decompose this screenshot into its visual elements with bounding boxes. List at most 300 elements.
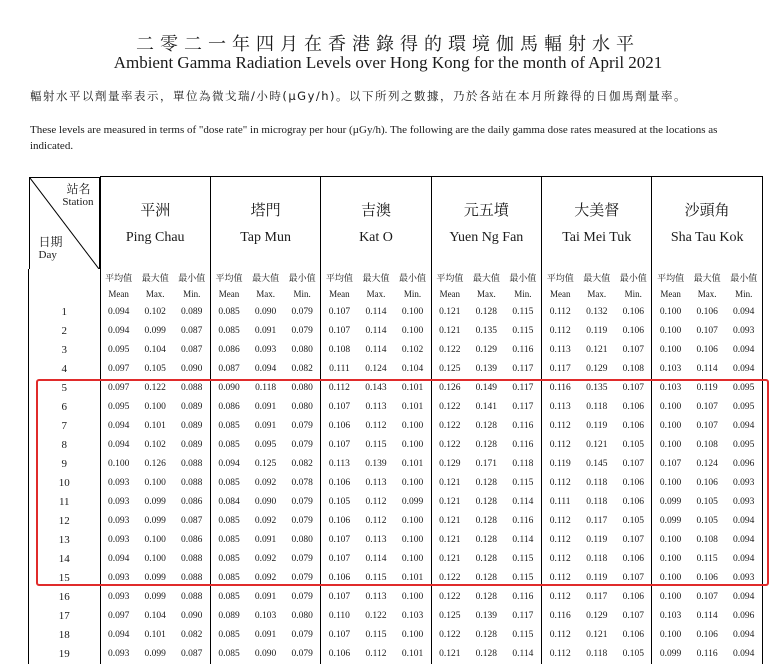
value-cell: 0.113 — [542, 341, 579, 360]
value-cell: 0.145 — [586, 459, 608, 469]
value-cell: 0.119 — [696, 383, 718, 393]
value-cell: 0.099 — [144, 516, 166, 526]
value-cell: 0.122 — [431, 398, 468, 417]
value-cell: 0.093 — [254, 345, 277, 355]
station-header-ping-chau — [100, 177, 210, 269]
value-cell: 0.094 — [726, 626, 763, 645]
value-cell: 0.106 — [615, 417, 652, 436]
value-cell: 0.079 — [284, 550, 321, 569]
day-cell: 11 — [29, 493, 101, 512]
value-cell: 0.129 — [586, 364, 608, 374]
station-header-tap-mun — [210, 177, 320, 269]
value-cell: 0.090 — [174, 360, 211, 379]
value-cell: 0.117 — [586, 592, 608, 602]
value-cell: 0.094 — [210, 455, 247, 474]
value-cell: 0.107 — [615, 455, 652, 474]
stat-label-zh: 最小值 — [505, 269, 542, 286]
stat-label-en: Max. — [587, 289, 607, 299]
value-cell: 0.112 — [542, 322, 579, 341]
value-cell: 0.095 — [100, 341, 137, 360]
value-cell: 0.129 — [586, 611, 608, 621]
value-cell: 0.094 — [100, 626, 137, 645]
value-cell: 0.116 — [505, 512, 542, 531]
value-cell: 0.149 — [475, 383, 498, 393]
value-cell: 0.080 — [284, 341, 321, 360]
value-cell: 0.124 — [696, 459, 718, 469]
value-cell: 0.111 — [542, 493, 579, 512]
station-header-yuen-ng-fan — [431, 177, 541, 269]
value-cell: 0.097 — [100, 607, 137, 626]
value-cell: 0.107 — [696, 326, 718, 336]
day-cell: 17 — [29, 607, 101, 626]
value-cell: 0.087 — [174, 645, 211, 664]
value-cell: 0.114 — [365, 554, 387, 564]
value-cell: 0.078 — [284, 474, 321, 493]
station-name-en: Kat O — [359, 230, 393, 246]
value-cell: 0.107 — [696, 421, 718, 431]
value-cell: 0.106 — [321, 417, 358, 436]
value-cell: 0.107 — [321, 398, 358, 417]
value-cell: 0.128 — [475, 535, 498, 545]
value-cell: 0.079 — [284, 417, 321, 436]
stat-label-zh: 最小值 — [394, 269, 431, 286]
value-cell: 0.108 — [321, 341, 358, 360]
value-cell: 0.121 — [431, 474, 468, 493]
value-cell: 0.106 — [615, 303, 652, 322]
value-cell: 0.091 — [254, 630, 277, 640]
value-cell: 0.091 — [254, 592, 277, 602]
value-cell: 0.112 — [542, 531, 579, 550]
stat-label-en: Mean — [100, 286, 137, 303]
value-cell: 0.104 — [144, 345, 166, 355]
value-cell: 0.121 — [586, 345, 608, 355]
value-cell: 0.088 — [174, 474, 211, 493]
corner-day-en: Day — [38, 248, 57, 261]
value-cell: 0.112 — [365, 516, 387, 526]
value-cell: 0.125 — [431, 607, 468, 626]
value-cell: 0.119 — [586, 535, 608, 545]
value-cell: 0.089 — [210, 607, 247, 626]
value-cell: 0.110 — [321, 607, 358, 626]
value-cell: 0.102 — [144, 440, 166, 450]
stat-label-zh: 平均值 — [100, 269, 137, 286]
station-name-zh: 平洲 — [140, 201, 171, 220]
stat-label-zh: 平均值 — [210, 269, 247, 286]
value-cell: 0.100 — [652, 417, 689, 436]
value-cell: 0.112 — [542, 645, 579, 664]
value-cell: 0.090 — [254, 649, 277, 659]
station-name-zh: 吉澳 — [360, 201, 391, 220]
value-cell: 0.091 — [254, 402, 277, 412]
value-cell: 0.121 — [431, 550, 468, 569]
day-cell: 19 — [29, 645, 101, 664]
value-cell: 0.093 — [100, 512, 137, 531]
value-cell: 0.107 — [321, 626, 358, 645]
value-cell: 0.093 — [100, 474, 137, 493]
value-cell: 0.089 — [174, 436, 211, 455]
value-cell: 0.114 — [696, 364, 718, 374]
value-cell: 0.107 — [615, 607, 652, 626]
stat-label-zh: 平均值 — [431, 269, 468, 286]
value-cell: 0.116 — [505, 436, 542, 455]
value-cell: 0.122 — [144, 383, 166, 393]
day-cell: 7 — [29, 417, 101, 436]
value-cell: 0.121 — [586, 440, 608, 450]
value-cell: 0.100 — [394, 322, 431, 341]
stat-label-zh: 最大值 — [693, 273, 721, 284]
value-cell: 0.129 — [431, 455, 468, 474]
value-cell: 0.116 — [696, 649, 718, 659]
stat-label-zh: 平均值 — [652, 269, 689, 286]
value-cell: 0.113 — [365, 535, 387, 545]
value-cell: 0.100 — [394, 588, 431, 607]
value-cell: 0.112 — [365, 421, 387, 431]
day-cell: 18 — [29, 626, 101, 645]
value-cell: 0.122 — [431, 436, 468, 455]
value-cell: 0.107 — [615, 531, 652, 550]
stat-label-en: Max. — [697, 289, 717, 299]
value-cell: 0.099 — [144, 497, 166, 507]
value-cell: 0.094 — [726, 550, 763, 569]
value-cell: 0.128 — [475, 573, 498, 583]
value-cell: 0.085 — [210, 436, 247, 455]
stat-label-en-row — [29, 286, 763, 303]
value-cell: 0.085 — [210, 512, 247, 531]
station-name-en: Yuen Ng Fan — [449, 230, 524, 246]
value-cell: 0.097 — [100, 379, 137, 398]
value-cell: 0.107 — [321, 531, 358, 550]
value-cell: 0.094 — [100, 322, 137, 341]
value-cell: 0.094 — [726, 512, 763, 531]
title-english: Ambient Gamma Radiation Levels over Hong Kong for the month of April 2021 — [113, 53, 663, 72]
value-cell: 0.095 — [100, 398, 137, 417]
value-cell: 0.118 — [586, 478, 608, 488]
value-cell: 0.100 — [652, 569, 689, 588]
value-cell: 0.112 — [542, 436, 579, 455]
station-name-zh: 元五墳 — [463, 201, 509, 220]
value-cell: 0.085 — [210, 569, 247, 588]
value-cell: 0.113 — [365, 478, 387, 488]
stat-label-en: Max. — [366, 289, 386, 299]
value-cell: 0.106 — [615, 474, 652, 493]
value-cell: 0.171 — [475, 459, 498, 469]
value-cell: 0.121 — [431, 493, 468, 512]
value-cell: 0.106 — [696, 573, 718, 583]
value-cell: 0.122 — [431, 569, 468, 588]
value-cell: 0.099 — [144, 649, 166, 659]
table-row — [29, 645, 763, 664]
value-cell: 0.094 — [100, 417, 137, 436]
value-cell: 0.141 — [475, 402, 498, 412]
value-cell: 0.087 — [210, 360, 247, 379]
value-cell: 0.103 — [652, 360, 689, 379]
value-cell: 0.085 — [210, 474, 247, 493]
value-cell: 0.121 — [431, 303, 468, 322]
value-cell: 0.100 — [652, 474, 689, 493]
value-cell: 0.099 — [652, 645, 689, 664]
value-cell: 0.100 — [652, 303, 689, 322]
value-cell: 0.101 — [394, 398, 431, 417]
station-header-tai-mei-tuk — [542, 177, 652, 269]
value-cell: 0.112 — [542, 569, 579, 588]
station-header-sha-tau-kok — [652, 177, 762, 269]
value-cell: 0.106 — [615, 588, 652, 607]
value-cell: 0.122 — [431, 626, 468, 645]
stat-label-zh-row — [29, 269, 763, 286]
value-cell: 0.107 — [696, 592, 718, 602]
value-cell: 0.108 — [696, 535, 718, 545]
stat-label-zh: 最小值 — [174, 269, 211, 286]
value-cell: 0.095 — [726, 379, 763, 398]
value-cell: 0.117 — [505, 379, 542, 398]
value-cell: 0.085 — [210, 626, 247, 645]
table-row — [29, 341, 763, 360]
value-cell: 0.086 — [210, 341, 247, 360]
table-row — [29, 322, 763, 341]
value-cell: 0.106 — [321, 645, 358, 664]
value-cell: 0.094 — [254, 364, 277, 374]
value-cell: 0.100 — [144, 402, 166, 412]
stat-label-en: Min. — [726, 286, 763, 303]
value-cell: 0.114 — [505, 493, 542, 512]
day-cell: 14 — [29, 550, 101, 569]
value-cell: 0.087 — [174, 512, 211, 531]
value-cell: 0.106 — [696, 630, 718, 640]
value-cell: 0.085 — [210, 417, 247, 436]
value-cell: 0.124 — [365, 364, 387, 374]
value-cell: 0.113 — [321, 455, 358, 474]
value-cell: 0.128 — [475, 649, 498, 659]
value-cell: 0.094 — [726, 645, 763, 664]
value-cell: 0.099 — [144, 573, 166, 583]
value-cell: 0.079 — [284, 569, 321, 588]
value-cell: 0.128 — [475, 307, 498, 317]
stat-label-en: Mean — [210, 286, 247, 303]
value-cell: 0.107 — [321, 550, 358, 569]
highlight-box-days-5-15 — [36, 379, 769, 586]
value-cell: 0.080 — [284, 531, 321, 550]
value-cell: 0.116 — [505, 588, 542, 607]
value-cell: 0.106 — [696, 478, 718, 488]
value-cell: 0.107 — [652, 455, 689, 474]
stat-label-en: Min. — [505, 286, 542, 303]
stat-label-en: Min. — [284, 286, 321, 303]
value-cell: 0.112 — [542, 550, 579, 569]
stat-label-zh: 最大值 — [472, 273, 500, 284]
value-cell: 0.114 — [365, 307, 387, 317]
value-cell: 0.122 — [431, 341, 468, 360]
value-cell: 0.095 — [726, 398, 763, 417]
value-cell: 0.106 — [615, 493, 652, 512]
value-cell: 0.115 — [505, 322, 542, 341]
value-cell: 0.114 — [505, 531, 542, 550]
value-cell: 0.088 — [174, 455, 211, 474]
value-cell: 0.115 — [365, 440, 387, 450]
value-cell: 0.106 — [321, 474, 358, 493]
station-name-zh: 塔門 — [250, 201, 281, 220]
day-cell: 8 — [29, 436, 101, 455]
day-cell: 5 — [29, 379, 101, 398]
day-cell: 15 — [29, 569, 101, 588]
value-cell: 0.085 — [210, 303, 247, 322]
value-cell: 0.112 — [542, 512, 579, 531]
value-cell: 0.085 — [210, 645, 247, 664]
stat-label-en: Max. — [256, 289, 275, 299]
value-cell: 0.112 — [542, 474, 579, 493]
value-cell: 0.121 — [431, 322, 468, 341]
stat-label-zh: 最小值 — [615, 269, 652, 286]
value-cell: 0.100 — [394, 531, 431, 550]
value-cell: 0.094 — [726, 417, 763, 436]
value-cell: 0.113 — [542, 398, 579, 417]
stat-label-zh: 最小值 — [726, 269, 763, 286]
value-cell: 0.100 — [144, 554, 166, 564]
table-row — [29, 588, 763, 607]
value-cell: 0.100 — [144, 478, 166, 488]
value-cell: 0.099 — [144, 592, 166, 602]
value-cell: 0.082 — [174, 626, 211, 645]
value-cell: 0.121 — [586, 630, 608, 640]
value-cell: 0.117 — [505, 607, 542, 626]
value-cell: 0.105 — [615, 512, 652, 531]
value-cell: 0.103 — [394, 607, 431, 626]
value-cell: 0.106 — [615, 398, 652, 417]
day-column-spacer — [29, 269, 101, 286]
value-cell: 0.094 — [100, 436, 137, 455]
station-header-kat-o — [321, 177, 431, 269]
value-cell: 0.088 — [174, 588, 211, 607]
value-cell: 0.117 — [542, 360, 579, 379]
value-cell: 0.088 — [174, 550, 211, 569]
stat-label-en: Mean — [652, 286, 689, 303]
value-cell: 0.101 — [394, 455, 431, 474]
day-cell: 3 — [29, 341, 101, 360]
stat-label-en: Mean — [542, 286, 579, 303]
value-cell: 0.093 — [100, 645, 137, 664]
value-cell: 0.132 — [586, 307, 608, 317]
value-cell: 0.106 — [321, 569, 358, 588]
value-cell: 0.091 — [254, 421, 277, 431]
value-cell: 0.105 — [321, 493, 358, 512]
value-cell: 0.086 — [174, 493, 211, 512]
value-cell: 0.099 — [144, 326, 166, 336]
value-cell: 0.100 — [144, 535, 166, 545]
value-cell: 0.100 — [394, 626, 431, 645]
value-cell: 0.128 — [475, 592, 498, 602]
day-cell: 4 — [29, 360, 101, 379]
value-cell: 0.107 — [615, 379, 652, 398]
value-cell: 0.099 — [652, 512, 689, 531]
value-cell: 0.107 — [615, 341, 652, 360]
value-cell: 0.122 — [431, 588, 468, 607]
value-cell: 0.103 — [652, 379, 689, 398]
value-cell: 0.106 — [696, 307, 718, 317]
value-cell: 0.112 — [542, 626, 579, 645]
value-cell: 0.106 — [321, 512, 358, 531]
value-cell: 0.100 — [394, 550, 431, 569]
value-cell: 0.089 — [174, 303, 211, 322]
value-cell: 0.119 — [586, 326, 608, 336]
value-cell: 0.085 — [210, 322, 247, 341]
value-cell: 0.118 — [586, 402, 608, 412]
value-cell: 0.086 — [210, 398, 247, 417]
value-cell: 0.090 — [254, 497, 277, 507]
value-cell: 0.105 — [615, 645, 652, 664]
value-cell: 0.106 — [615, 626, 652, 645]
value-cell: 0.117 — [586, 516, 608, 526]
value-cell: 0.100 — [394, 512, 431, 531]
value-cell: 0.121 — [431, 512, 468, 531]
value-cell: 0.102 — [144, 307, 166, 317]
station-name-zh: 大美督 — [574, 201, 620, 220]
value-cell: 0.100 — [394, 303, 431, 322]
value-cell: 0.107 — [615, 569, 652, 588]
table-row — [29, 360, 763, 379]
value-cell: 0.093 — [100, 569, 137, 588]
value-cell: 0.128 — [475, 421, 498, 431]
table-row — [29, 626, 763, 645]
value-cell: 0.113 — [365, 592, 387, 602]
value-cell: 0.094 — [726, 341, 763, 360]
stat-label-zh: 最大值 — [141, 273, 169, 284]
value-cell: 0.116 — [505, 341, 542, 360]
value-cell: 0.122 — [431, 417, 468, 436]
stat-label-en: Min. — [174, 286, 211, 303]
value-cell: 0.080 — [284, 379, 321, 398]
value-cell: 0.139 — [475, 611, 498, 621]
stat-label-en: Min. — [394, 286, 431, 303]
value-cell: 0.093 — [100, 493, 137, 512]
value-cell: 0.089 — [174, 417, 211, 436]
station-name-en: Tap Mun — [240, 230, 291, 246]
value-cell: 0.088 — [174, 379, 211, 398]
description-english: These levels are measured in terms of "dose rate" in microgray per hour (µGy/h). The following are the daily gamma dose rates measured at the locations as indicated. — [30, 124, 718, 152]
stat-label-zh: 最小值 — [284, 269, 321, 286]
value-cell: 0.079 — [284, 512, 321, 531]
value-cell: 0.107 — [696, 402, 718, 412]
value-cell: 0.119 — [586, 573, 608, 583]
day-column-spacer — [29, 286, 101, 303]
value-cell: 0.107 — [321, 588, 358, 607]
value-cell: 0.121 — [431, 531, 468, 550]
day-cell: 9 — [29, 455, 101, 474]
value-cell: 0.095 — [254, 440, 277, 450]
value-cell: 0.112 — [542, 303, 579, 322]
stat-label-zh: 最大值 — [362, 273, 390, 284]
corner-station-en: Station — [62, 195, 94, 208]
value-cell: 0.101 — [394, 379, 431, 398]
value-cell: 0.135 — [475, 326, 498, 336]
station-name-en: Tai Mei Tuk — [562, 230, 632, 246]
value-cell: 0.125 — [254, 459, 277, 469]
corner-day-zh: 日期 — [38, 234, 63, 249]
value-cell: 0.135 — [586, 383, 608, 393]
value-cell: 0.126 — [144, 459, 166, 469]
value-cell: 0.129 — [475, 345, 498, 355]
value-cell: 0.094 — [726, 303, 763, 322]
value-cell: 0.116 — [542, 379, 579, 398]
value-cell: 0.128 — [475, 554, 498, 564]
stat-label-en: Min. — [615, 286, 652, 303]
value-cell: 0.106 — [615, 322, 652, 341]
value-cell: 0.091 — [254, 535, 277, 545]
stat-label-zh: 平均值 — [542, 269, 579, 286]
value-cell: 0.115 — [505, 626, 542, 645]
value-cell: 0.079 — [284, 588, 321, 607]
value-cell: 0.118 — [586, 497, 608, 507]
value-cell: 0.107 — [321, 322, 358, 341]
value-cell: 0.118 — [586, 554, 608, 564]
